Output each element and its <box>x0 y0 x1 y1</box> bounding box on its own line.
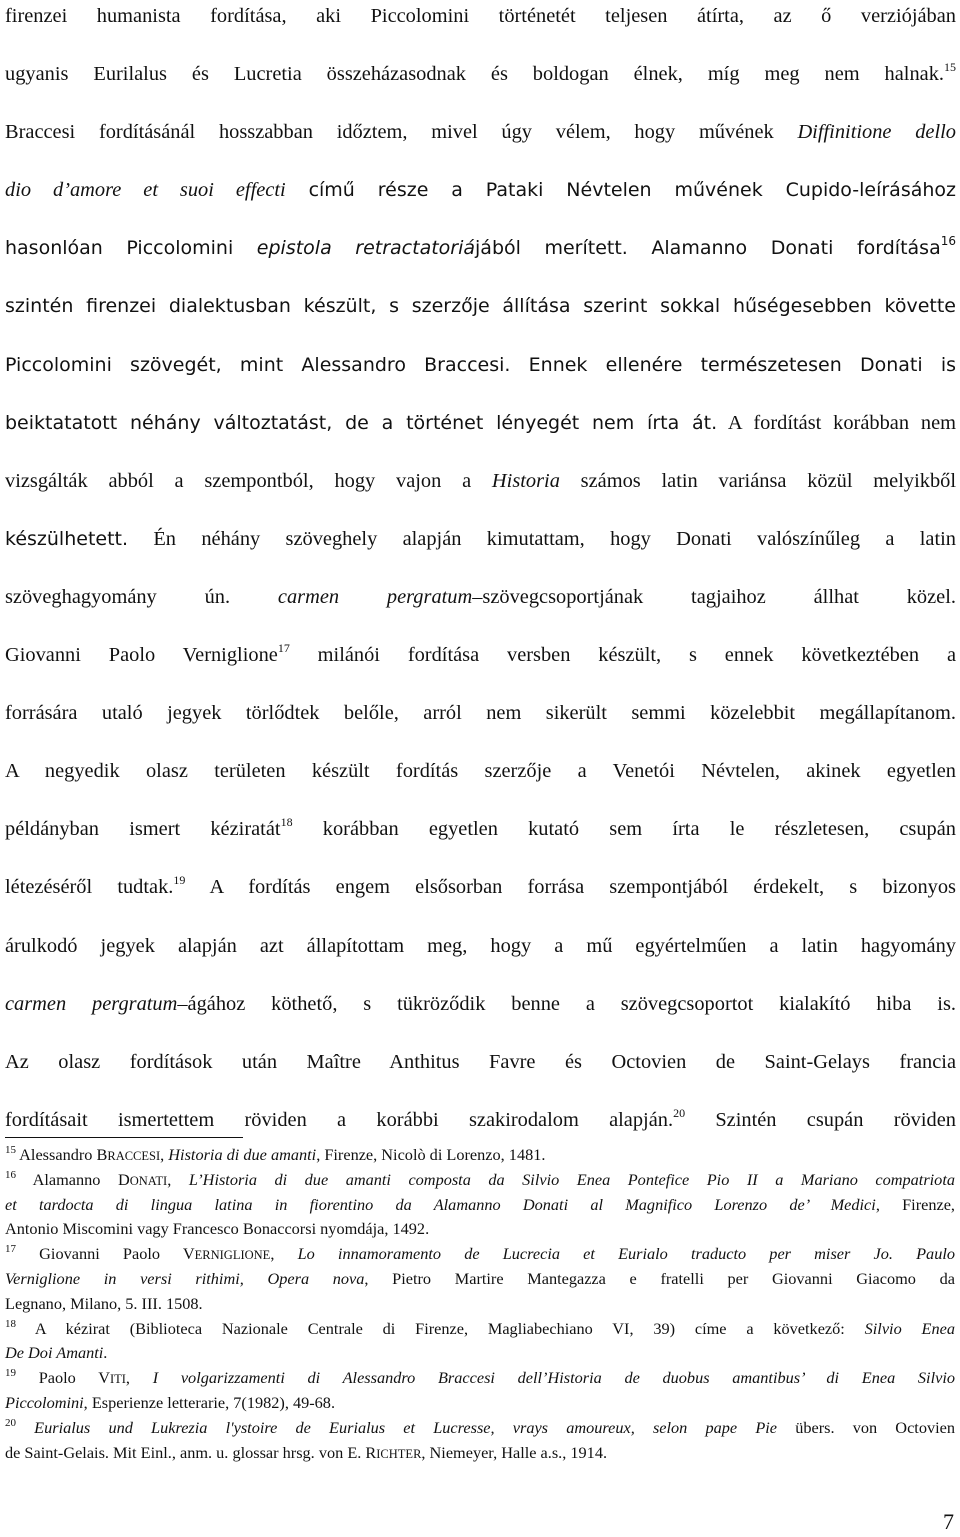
footnote-ref-18[interactable]: 18 <box>280 815 293 830</box>
text-line-11: szöveghagyomány ún. carmen pergratum–szövegcsoportjának tagjaihoz állhat közel. <box>5 585 956 608</box>
footnote-17-line-3: Legnano, Milano, 5. III. 1508. <box>5 1293 203 1313</box>
text-line-5: hasonlóan Piccolomini epistola retractatoriájából merített. Alamanno Donati fordítása$^{16}$ <box>5 234 956 260</box>
footnote-ref-17[interactable]: 17 <box>277 641 290 656</box>
footnote-19-line-2: Piccolomini, Esperienze letterarie, 7(1982), 49-68. <box>5 1392 336 1412</box>
text-line-4: dio d’amore et suoi effecti című része a Pataki Névtelen művének Cupido-leírásához <box>5 179 957 202</box>
footnote-19: $^{19}$ Paolo VITI, I volgarizzamenti di Alessandro Braccesi dell’Historia de duobus amantibus’ di Enea Silvio <box>5 1367 955 1388</box>
text-line-9: vizsgálták abból a szempontból, hogy vajon a Historia számos latin variánsa közül melyikből <box>5 469 956 492</box>
footnote-15: $^{15}$ Alessandro BRACCESI, Historia di due amanti, Firenze, Nicolò di Lorenzo, 1481. <box>5 1144 546 1164</box>
text-line-10: készülhetett. Én néhány szöveghely alapján kimutattam, hogy Donati valószínűleg a latin <box>5 527 956 550</box>
footnote-17: $^{17}$ Giovanni Paolo VERNIGLIONE, Lo innamoramento de Lucrecia et Eurialo traducto per miser Jo. Paulo <box>5 1243 956 1264</box>
footnote-20-line-2: de Saint-Gelais. Mit Einl., anm. u. glossar hrsg. von E. RICHTER, Niemeyer, Halle a.s., 1914. <box>5 1442 608 1462</box>
footnotes <box>5 1143 955 1465</box>
text-line-8: beiktatatott néhány változtatást, de a történet lényegét nem írta át. A fordítást korábban nem <box>5 411 956 434</box>
footnote-16: $^{16}$ Alamanno DONATI, L’Historia di due amanti composta da Silvio Enea Pontefice Pio II a Mariano compatriota <box>5 1168 955 1189</box>
text-line-17: árulkodó jegyek alapján azt állapítottam meg, hogy a mű egyértelműen a latin hagyomány <box>5 934 956 957</box>
text-line-14: A negyedik olasz területen készült fordítás szerzője a Venetói Névtelen, akinek egyetlen <box>5 760 956 783</box>
text-line-6: szintén firenzei dialektusban készült, s szerzője állítása szerint sokkal hűségesebben követte <box>5 295 956 318</box>
text-line-20: fordításait ismertettem röviden a korábbi szakirodalom alapján.$^{20}$ Szintén csupán röviden <box>5 1105 956 1131</box>
text-line-12: Giovanni Paolo Verniglione$^{17}$ milánói fordítása versben készült, s ennek következtében a <box>5 641 956 667</box>
footnote-ref-19[interactable]: 19 <box>173 873 186 888</box>
footnote-17-line-2: Verniglione in versi rithimi, Opera nova, Pietro Martire Mantegazza e fratelli per Giovanni Giacomo da <box>5 1268 955 1288</box>
text-line-16: létezéséről tudtak.$^{19}$ A fordítás engem elsősorban forrása szempontjából érdekelt, s bizonyos <box>5 873 956 899</box>
main-text <box>5 0 956 1149</box>
footnote-16-line-3: Antonio Miscomini vagy Francesco Bonaccorsi nyomdája, 1492. <box>5 1219 430 1239</box>
footnote-ref-16[interactable]: 16 <box>940 234 956 249</box>
footnote-ref-15[interactable]: 15 <box>944 60 956 75</box>
text-line-2: ugyanis Eurilalus és Lucretia összeházasodnak és boldogan élnek, míg meg nem halnak.$^{15}$ <box>5 60 956 86</box>
text-line-7: Piccolomini szövegét, mint Alessandro Braccesi. Ennek ellenére természetesen Donati is <box>5 353 956 376</box>
footnote-separator <box>5 1137 243 1138</box>
text-line-3: Braccesi fordításánál hosszabban időztem, mivel úgy vélem, hogy művének Diffinitione dello <box>5 121 956 144</box>
text-line-1: firenzei humanista fordítása, aki Piccolomini történetét teljesen átírta, az ő verziójában <box>5 5 956 27</box>
text-line-18: carmen pergratum–ágához köthető, s tükröződik benne a szövegcsoportot kialakító hiba is. <box>5 992 956 1015</box>
text-line-15: példányban ismert kéziratát$^{18}$ korábban egyetlen kutató sem írta le részletesen, csupán <box>5 815 956 841</box>
footnote-18: $^{18}$ A kézirat (Biblioteca Nazionale Centrale di Firenze, Magliabechiano VI, 39) címe a következő: Silvio Enea <box>5 1317 955 1338</box>
text-line-13: forrására utaló jegyek törlődtek belőle, arról nem sikerült semmi közelebbit megállapítanom. <box>5 702 956 725</box>
page-number: 7 <box>943 1509 954 1534</box>
footnote-18-line-2: De Doi Amanti. <box>5 1343 108 1363</box>
footnote-16-line-2: et tardocta di lingua latina in fiorentino da Alamanno Donati al Magnifico Lorenzo de’ Medici, Firenze, <box>5 1194 956 1214</box>
footnote-20: $^{20}$ Eurialus und Lukrezia l'ystoire de Eurialus et Lucresse, vrays amoureux, selon pape Pie übers. von Octovien <box>5 1416 955 1437</box>
text-line-19: Az olasz fordítások után Maître Anthitus Favre és Octovien de Saint-Gelays francia <box>5 1050 956 1073</box>
footnote-ref-20[interactable]: 20 <box>673 1105 686 1120</box>
